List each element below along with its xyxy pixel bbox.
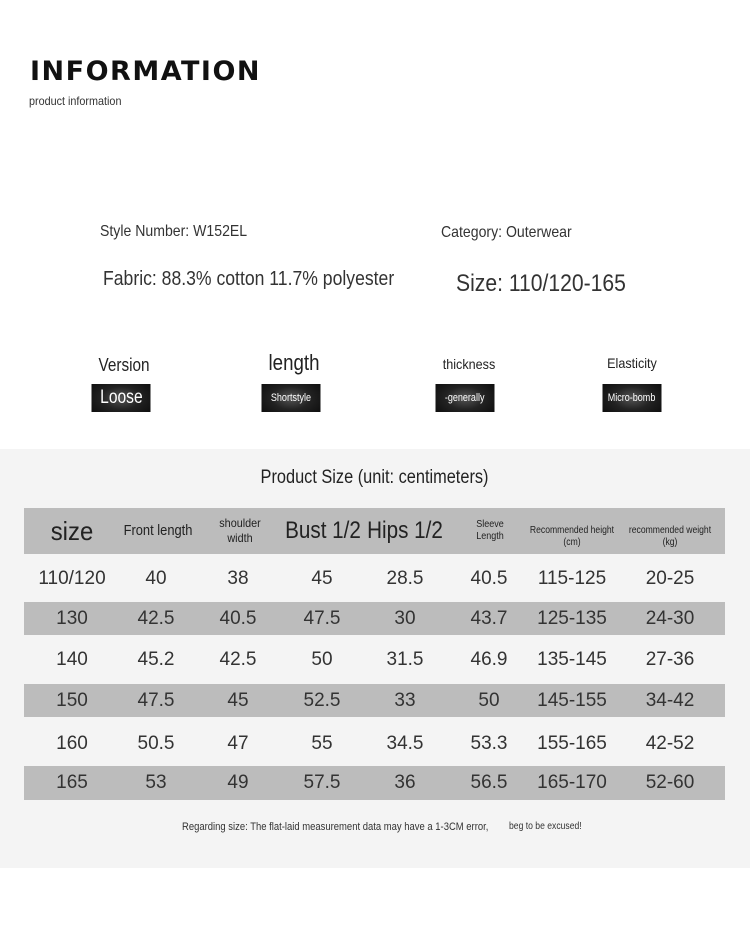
- table-row: [24, 602, 725, 635]
- attribute-thickness-tag: [436, 384, 495, 412]
- cell-recommended-height: 135-145: [537, 649, 607, 670]
- attribute-thickness-value: -generally: [445, 392, 485, 404]
- attribute-version-value: Loose: [99, 387, 143, 408]
- cell-hips: 36: [394, 772, 416, 793]
- cell-hips: 31.5: [386, 649, 424, 670]
- cell-hips: 34.5: [386, 733, 424, 754]
- cell-front-length: 40: [145, 568, 167, 589]
- size-note: Regarding size: The flat-laid measurement data may have a 1-3CM error,: [182, 821, 489, 833]
- cell-size: 160: [56, 733, 88, 754]
- cell-recommended-weight: 34-42: [645, 689, 695, 711]
- category: Category: Outerwear: [441, 224, 572, 241]
- cell-bust: 55: [311, 733, 333, 754]
- header-hips: Hips 1/2: [367, 517, 443, 544]
- attribute-thickness-label: thickness: [442, 356, 496, 372]
- cell-recommended-weight: 24-30: [645, 607, 695, 629]
- cell-recommended-height: 115-125: [537, 568, 607, 589]
- cell-sleeve-length: 46.9: [470, 649, 508, 670]
- attribute-elasticity-value: Micro-bomb: [608, 392, 656, 404]
- size-range: Size: 110/120-165: [456, 270, 626, 297]
- cell-recommended-height: 125-135: [537, 607, 607, 629]
- cell-bust: 52.5: [303, 689, 341, 711]
- attribute-elasticity-tag: [603, 384, 662, 412]
- header-size: size: [50, 515, 94, 546]
- cell-shoulder-width: 38: [227, 568, 249, 589]
- cell-recommended-weight: 42-52: [645, 733, 695, 754]
- cell-shoulder-width: 42.5: [219, 649, 257, 670]
- attribute-elasticity-label: Elasticity: [607, 355, 657, 371]
- attribute-length-value: Shortstyle: [270, 392, 312, 404]
- table-row: [24, 643, 725, 677]
- fabric: Fabric: 88.3% cotton 11.7% polyester: [103, 268, 395, 290]
- attribute-version-tag: [92, 384, 151, 412]
- cell-bust: 57.5: [303, 772, 341, 793]
- attribute-length-tag: [262, 384, 321, 412]
- size-note-end: beg to be excused!: [509, 821, 582, 832]
- header-bust: Bust 1/2: [285, 517, 361, 544]
- table-row: [24, 727, 725, 761]
- cell-sleeve-length: 50: [478, 689, 500, 711]
- cell-hips: 30: [394, 607, 416, 629]
- header-recommended-weight: recommended weight (kg): [628, 524, 712, 548]
- header-recommended-height: Recommended height (cm): [529, 524, 615, 548]
- attribute-length-label: length: [268, 350, 320, 375]
- table-row: [24, 562, 725, 596]
- cell-shoulder-width: 45: [227, 689, 249, 711]
- cell-sleeve-length: 40.5: [470, 568, 508, 589]
- cell-front-length: 47.5: [137, 689, 175, 711]
- header-front-length: Front length: [123, 521, 193, 539]
- cell-recommended-weight: 20-25: [645, 568, 695, 589]
- header-sleeve-length: Sleeve Length: [476, 518, 504, 542]
- style-number: Style Number: W152EL: [100, 223, 248, 240]
- cell-size: 150: [56, 689, 88, 711]
- cell-hips: 28.5: [386, 568, 424, 589]
- cell-recommended-height: 165-170: [537, 772, 607, 793]
- table-row: [24, 766, 725, 800]
- cell-sleeve-length: 56.5: [470, 772, 508, 793]
- cell-shoulder-width: 49: [227, 772, 249, 793]
- attribute-version-label: Version: [98, 355, 150, 375]
- cell-recommended-height: 155-165: [537, 733, 607, 754]
- cell-bust: 45: [311, 568, 333, 589]
- cell-size: 130: [56, 607, 88, 629]
- cell-sleeve-length: 43.7: [470, 607, 508, 629]
- cell-size: 140: [56, 649, 88, 670]
- size-table-title: [0, 467, 750, 489]
- cell-shoulder-width: 47: [227, 733, 249, 754]
- cell-front-length: 53: [145, 772, 167, 793]
- size-table-header: [24, 508, 725, 554]
- cell-bust: 50: [311, 649, 333, 670]
- cell-size: 165: [56, 772, 88, 793]
- cell-front-length: 45.2: [137, 649, 175, 670]
- cell-recommended-weight: 52-60: [645, 772, 695, 793]
- cell-size: 110/120: [38, 568, 106, 589]
- cell-recommended-weight: 27-36: [645, 649, 695, 670]
- cell-front-length: 42.5: [137, 607, 175, 629]
- header-subtitle: product information: [29, 94, 122, 108]
- cell-front-length: 50.5: [137, 733, 175, 754]
- cell-shoulder-width: 40.5: [219, 607, 257, 629]
- size-table-title-text: Product Size (unit: centimeters): [261, 467, 489, 488]
- table-row: [24, 684, 725, 717]
- cell-recommended-height: 145-155: [537, 689, 607, 711]
- cell-hips: 33: [394, 689, 416, 711]
- header-title: INFORMATION: [30, 56, 262, 87]
- cell-bust: 47.5: [303, 607, 341, 629]
- cell-sleeve-length: 53.3: [470, 733, 508, 754]
- header-shoulder-width: shoulder width: [219, 516, 261, 545]
